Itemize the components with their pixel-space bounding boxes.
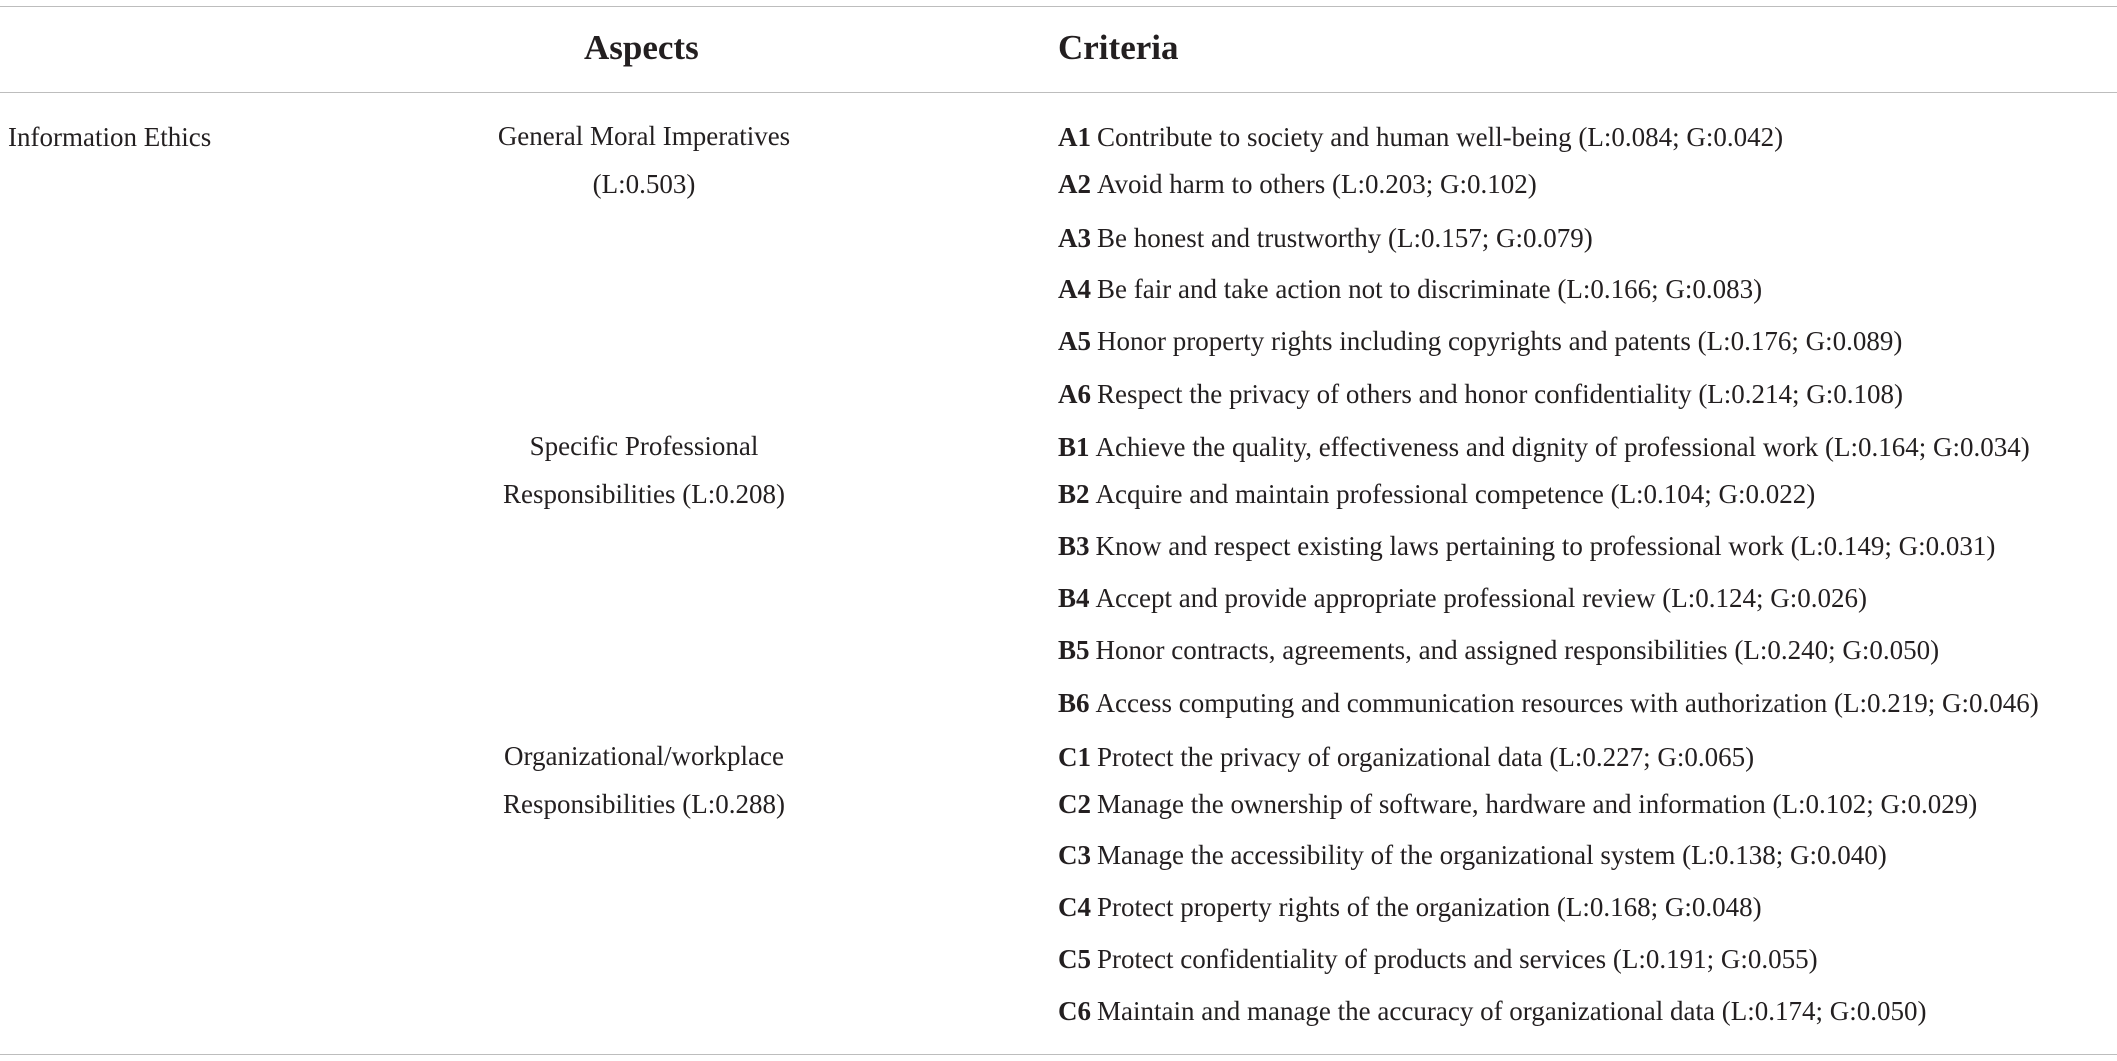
criterion-text: Manage the ownership of software, hardware and information (L:0.102; G:0.029)	[1097, 789, 1978, 819]
table-top-rule	[0, 6, 2117, 7]
criterion-text: Accept and provide appropriate professional review (L:0.124; G:0.026)	[1095, 583, 1868, 613]
aspects-column-header: Aspects	[584, 28, 699, 67]
criterion-text: Maintain and manage the accuracy of organizational data (L:0.174; G:0.050)	[1097, 996, 1927, 1026]
criterion-text: Be honest and trustworthy (L:0.157; G:0.079)	[1097, 223, 1593, 253]
criterion-text: Respect the privacy of others and honor confidentiality (L:0.214; G:0.108)	[1097, 379, 1904, 409]
criterion-text: Contribute to society and human well-being (L:0.084; G:0.042)	[1097, 122, 1784, 152]
header-divider-rule	[0, 92, 2117, 93]
criterion-text: Be fair and take action not to discriminate (L:0.166; G:0.083)	[1097, 274, 1763, 304]
criterion-text: Protect property rights of the organization (L:0.168; G:0.048)	[1097, 892, 1762, 922]
criterion-code: A4	[1058, 274, 1091, 304]
criterion-code: C4	[1058, 892, 1091, 922]
criterion-row	[1058, 324, 1902, 358]
criterion-row	[1058, 942, 1818, 976]
criterion-code: B4	[1058, 583, 1090, 613]
criterion-text: Acquire and maintain professional competence (L:0.104; G:0.022)	[1095, 479, 1816, 509]
criterion-row	[1058, 272, 1762, 306]
criterion-text: Protect the privacy of organizational data (L:0.227; G:0.065)	[1097, 742, 1755, 772]
criterion-text: Honor property rights including copyrights and patents (L:0.176; G:0.089)	[1097, 326, 1903, 356]
criterion-code: A5	[1058, 326, 1091, 356]
criterion-text: Manage the accessibility of the organizational system (L:0.138; G:0.040)	[1097, 840, 1887, 870]
criterion-text: Access computing and communication resources with authorization (L:0.219; G:0.046)	[1095, 688, 2039, 718]
aspect-specific-professional	[444, 422, 844, 518]
criterion-code: B6	[1058, 688, 1090, 718]
aspect-line: General Moral Imperatives	[497, 121, 791, 151]
aspect-line: (L:0.503)	[592, 169, 696, 199]
criterion-row	[1058, 686, 2039, 720]
criterion-code: A1	[1058, 122, 1091, 152]
aspect-line: Organizational/workplace	[504, 741, 784, 771]
criterion-code: C6	[1058, 996, 1091, 1026]
criterion-row	[1058, 430, 2030, 464]
criterion-code: A2	[1058, 169, 1091, 199]
criteria-column-header: Criteria	[1058, 28, 1179, 67]
criterion-code: A6	[1058, 379, 1091, 409]
criterion-row	[1058, 787, 1977, 821]
criterion-row	[1058, 633, 1939, 667]
criterion-text: Achieve the quality, effectiveness and dignity of professional work (L:0.164; G:0.034)	[1095, 432, 2030, 462]
criterion-code: B2	[1058, 479, 1090, 509]
criterion-code: C3	[1058, 840, 1091, 870]
criterion-row	[1058, 994, 1926, 1028]
criterion-code: C2	[1058, 789, 1091, 819]
topic-label: Information Ethics	[8, 122, 212, 152]
criterion-row	[1058, 377, 1903, 411]
criterion-text: Know and respect existing laws pertaining to professional work (L:0.149; G:0.031)	[1095, 531, 1996, 561]
aspect-line: Responsibilities (L:0.208)	[503, 479, 785, 509]
aspect-line: Responsibilities (L:0.288)	[503, 789, 785, 819]
aspect-organizational	[444, 732, 844, 828]
criterion-code: B5	[1058, 635, 1090, 665]
criterion-row	[1058, 581, 1867, 615]
criterion-row	[1058, 167, 1537, 201]
criterion-text: Honor contracts, agreements, and assigned responsibilities (L:0.240; G:0.050)	[1095, 635, 1940, 665]
criterion-text: Protect confidentiality of products and services (L:0.191; G:0.055)	[1097, 944, 1818, 974]
criterion-code: B3	[1058, 531, 1090, 561]
criterion-row	[1058, 740, 1754, 774]
aspect-line: Specific Professional	[529, 431, 759, 461]
criterion-row	[1058, 529, 1995, 563]
criterion-row	[1058, 477, 1815, 511]
criterion-code: C5	[1058, 944, 1091, 974]
aspect-general-moral	[444, 112, 844, 208]
criterion-code: A3	[1058, 223, 1091, 253]
criterion-row	[1058, 120, 1783, 154]
criterion-row	[1058, 221, 1593, 255]
criterion-row	[1058, 838, 1887, 872]
criterion-row	[1058, 890, 1762, 924]
criterion-code: C1	[1058, 742, 1091, 772]
criterion-code: B1	[1058, 432, 1090, 462]
criterion-text: Avoid harm to others (L:0.203; G:0.102)	[1097, 169, 1537, 199]
table-bottom-rule	[0, 1054, 2117, 1055]
